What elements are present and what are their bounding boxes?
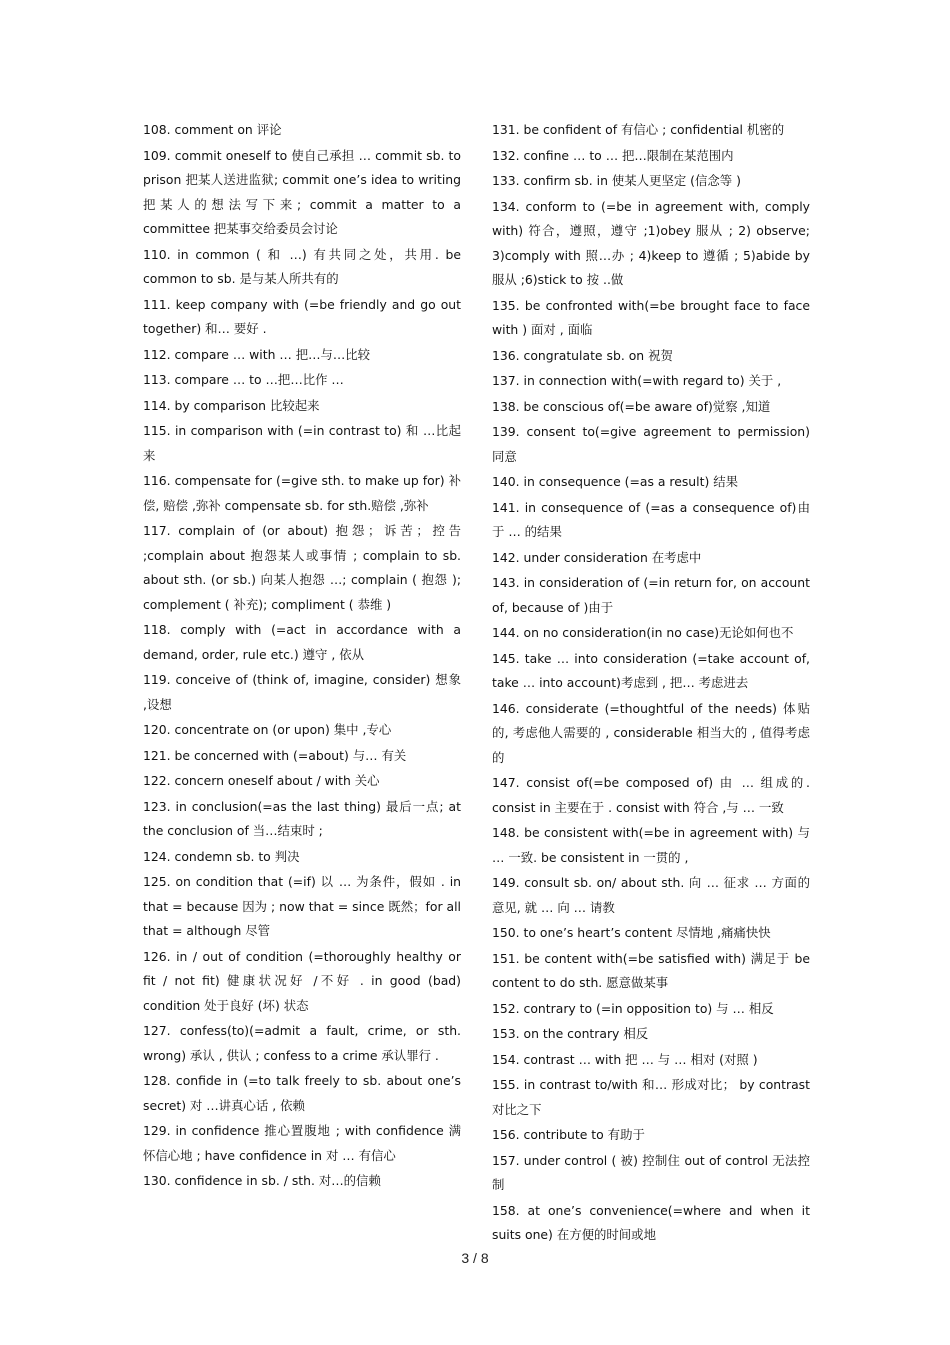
- vocab-entry: 116. compensate for (=give sth. to make up for) 补偿, 赔偿 ,弥补 compensate sb. for sth.赔偿 ,弥补: [143, 473, 461, 513]
- vocab-entry: 144. on no consideration(in no case)无论如何也不: [492, 625, 794, 640]
- vocab-entry: 148. be consistent with(=be in agreement with) 与 … 一致. be consistent in 一贯的 ,: [492, 825, 810, 865]
- vocab-entry: 147. consist of(=be composed of) 由 … 组成的. consist in 主要在于 . consist with 符合 ,与 … 一致: [492, 775, 810, 815]
- vocab-entry: 123. in conclusion(=as the last thing) 最后一点; at the conclusion of 当…结束时 ;: [143, 798, 461, 838]
- vocab-entry: 129. in confidence 推心置腹地 ; with confidence 满怀信心地 ; have confidence in 对 … 有信心: [143, 1123, 461, 1163]
- vocab-entry: 126. in / out of condition (=thoroughly healthy or fit / not fit) 健康状况好 /不好 . in good (bad) condition 处于良好 (坏) 状态: [143, 948, 461, 1013]
- vocab-entry: 139. consent to(=give agreement to permission) 同意: [492, 424, 810, 464]
- vocab-entry: 134. conform to (=be in agreement with, comply with) 符合，遵照，遵守 ;1)obey 服从 ; 2) observe; 3)comply with 照…办 ; 4)keep to 遵循 ; 5)abide by 服从 ;6)stick to 按 ..做: [492, 198, 810, 287]
- left-column: [143, 118, 461, 1195]
- vocab-entry: 153. on the contrary 相反: [492, 1026, 649, 1041]
- vocab-entry: 151. be content with(=be satisfied with) 满足于 be content to do sth. 愿意做某事: [492, 950, 810, 990]
- vocab-entry: 113. compare … to …把…比作 …: [143, 372, 344, 387]
- vocab-entry: 132. confine … to … 把…限制在某范围内: [492, 147, 734, 163]
- right-column: [492, 118, 810, 1249]
- vocab-entry: 145. take … into consideration (=take account of, take … into account)考虑到 , 把… 考虑进去: [492, 650, 810, 690]
- vocab-entry: 111. keep company with (=be friendly and go out together) 和… 要好 .: [143, 296, 461, 336]
- vocab-entry: 122. concern oneself about / with 关心: [143, 773, 380, 788]
- vocab-entry: 152. contrary to (=in opposition to) 与 … 相反: [492, 1000, 774, 1016]
- vocab-entry: 140. in consequence (=as a result) 结果: [492, 474, 738, 489]
- vocab-entry: 119. conceive of (think of, imagine, consider) 想象 ,设想: [143, 672, 461, 712]
- vocab-entry: 125. on condition that (=if) 以 … 为条件，假如 . in that = because 因为 ; now that = since 既然；for all that = although 尽管: [143, 874, 461, 938]
- vocab-entry: 124. condemn sb. to 判决: [143, 848, 300, 864]
- vocab-entry: 115. in comparison with (=in contrast to) 和 …比起来: [143, 423, 461, 463]
- vocab-entry: 154. contrast … with 把 … 与 … 相对 (对照 ): [492, 1051, 758, 1067]
- vocab-entry: 155. in contrast to/with 和… 形成对比； by contrast 对比之下: [492, 1077, 810, 1117]
- vocab-entry: 156. contribute to 有助于: [492, 1127, 645, 1142]
- vocab-entry: 110. in common ( 和 …) 有共同之处，共用. be common to sb. 是与某人所共有的: [143, 246, 461, 286]
- vocab-entry: 135. be confronted with(=be brought face to face with ) 面对 , 面临: [492, 297, 810, 337]
- vocab-entry: 128. confide in (=to talk freely to sb. about one’s secret) 对 …讲真心话 , 依赖: [143, 1073, 461, 1113]
- vocab-entry: 130. confidence in sb. / sth. 对…的信赖: [143, 1173, 381, 1188]
- vocab-entry: 127. confess(to)(=admit a fault, crime, or sth. wrong) 承认 , 供认 ; confess to a crime 承认罪行 .: [143, 1023, 461, 1063]
- vocab-entry: 143. in consideration of (=in return for, on account of, because of )由于: [492, 575, 810, 615]
- vocab-entry: 108. comment on 评论: [143, 122, 282, 137]
- vocab-entry: 133. confirm sb. in 使某人更坚定 (信念等 ): [492, 173, 741, 188]
- vocab-entry: 141. in consequence of (=as a consequence of)由于 … 的结果: [492, 499, 810, 539]
- vocab-entry: 120. concentrate on (or upon) 集中 ,专心: [143, 722, 392, 737]
- vocab-entry: 112. compare … with … 把…与…比较: [143, 346, 371, 362]
- vocab-entry: 149. consult sb. on/ about sth. 向 … 征求 … 方面的意见, 就 … 向 … 请教: [492, 875, 810, 915]
- vocab-entry: 150. to one’s heart’s content 尽情地 ,痛痛快快: [492, 925, 771, 940]
- vocab-entry: 136. congratulate sb. on 祝贺: [492, 347, 673, 363]
- vocab-entry: 137. in connection with(=with regard to) 关于 ,: [492, 373, 782, 388]
- vocab-entry: 146. considerate (=thoughtful of the needs) 体贴的, 考虑他人需要的 , considerable 相当大的 , 值得考虑的: [492, 700, 810, 765]
- vocab-entry: 109. commit oneself to 使自己承担 … commit sb. to prison 把某人送进监狱; commit one’s idea to writing 把某人的想法写下来; commit a matter to a committee 把某事交给委员会讨论: [143, 147, 461, 236]
- page-number: 3 / 8: [461, 1250, 489, 1266]
- vocab-entry: 131. be confident of 有信心 ; confidential 机密的: [492, 122, 785, 137]
- vocab-entry: 157. under control ( 被) 控制住 out of control 无法控制: [492, 1152, 810, 1192]
- vocab-entry: 121. be concerned with (=about) 与… 有关: [143, 747, 407, 763]
- vocab-entry: 142. under consideration 在考虑中: [492, 549, 702, 565]
- vocab-entry: 138. be conscious of(=be aware of)觉察 ,知道: [492, 398, 771, 414]
- vocab-entry: 114. by comparison 比较起来: [143, 397, 320, 413]
- vocab-entry: 118. comply with (=act in accordance with a demand, order, rule etc.) 遵守 , 依从: [143, 622, 461, 662]
- vocab-entry: 117. complain of (or about) 抱怨；诉苦；控告 ;complain about 抱怨某人或事情 ; complain to sb. about sth. (or sb.) 向某人抱怨 …; complain ( 抱怨 ); complement ( 补充); compliment ( 恭维 ): [143, 523, 461, 612]
- vocab-entry: 158. at one’s convenience(=where and when it suits one) 在方便的时间或地: [492, 1202, 810, 1242]
